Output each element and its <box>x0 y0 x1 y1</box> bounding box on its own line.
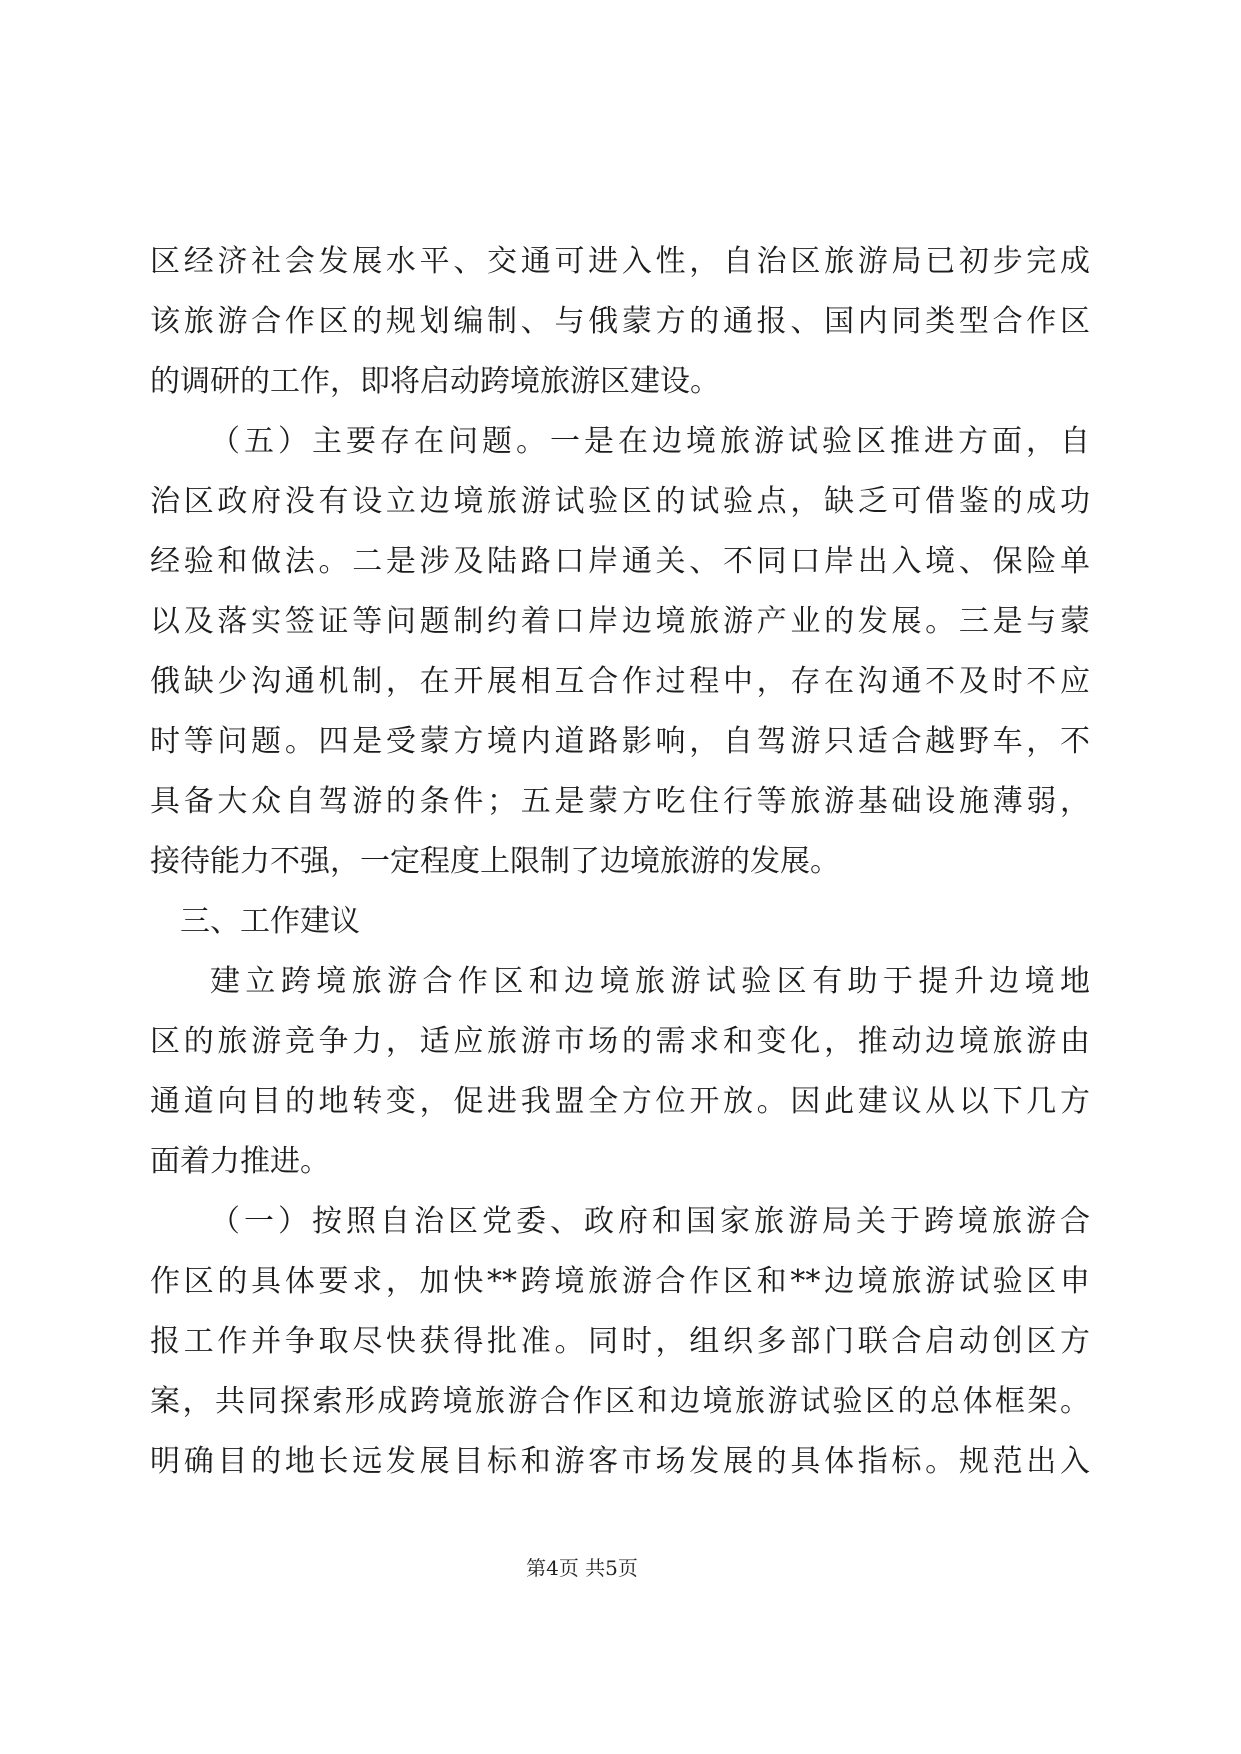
text-line: （五）主要存在问题。一是在边境旅游试验区推进方面，自 <box>210 424 1090 459</box>
text-line: 该旅游合作区的规划编制、与俄蒙方的通报、国内同类型合作区 <box>150 304 1090 339</box>
page-footer: 第4页 共5页 <box>526 1556 638 1580</box>
section-heading <box>150 892 1090 952</box>
text-line: 面着力推进。 <box>150 1144 330 1179</box>
text-line: 以及落实签证等问题制约着口岸边境旅游产业的发展。三是与蒙 <box>150 604 1090 639</box>
text-line: 治区政府没有设立边境旅游试验区的试验点，缺乏可借鉴的成功 <box>150 484 1090 519</box>
text-line: 区经济社会发展水平、交通可进入性，自治区旅游局已初步完成 <box>150 244 1090 279</box>
paragraph <box>150 412 1090 892</box>
paragraph <box>150 952 1090 1192</box>
text-line: 明确目的地长远发展目标和游客市场发展的具体指标。规范出入 <box>150 1444 1090 1479</box>
text-line: （一）按照自治区党委、政府和国家旅游局关于跨境旅游合 <box>210 1204 1090 1239</box>
text-line: 接待能力不强，一定程度上限制了边境旅游的发展。 <box>150 844 840 879</box>
document-body <box>150 232 1090 1492</box>
text-line: 时等问题。四是受蒙方境内道路影响，自驾游只适合越野车，不 <box>150 724 1090 759</box>
text-line: 案，共同探索形成跨境旅游合作区和边境旅游试验区的总体框架。 <box>150 1384 1090 1419</box>
text-line: 经验和做法。二是涉及陆路口岸通关、不同口岸出入境、保险单 <box>150 544 1090 579</box>
text-line: 的调研的工作，即将启动跨境旅游区建设。 <box>150 364 720 399</box>
text-line: 俄缺少沟通机制，在开展相互合作过程中，存在沟通不及时不应 <box>150 664 1090 699</box>
text-line: 报工作并争取尽快获得批准。同时，组织多部门联合启动创区方 <box>150 1324 1090 1359</box>
text-line: 通道向目的地转变，促进我盟全方位开放。因此建议从以下几方 <box>150 1084 1090 1119</box>
text-line: 建立跨境旅游合作区和边境旅游试验区有助于提升边境地 <box>210 964 1090 999</box>
paragraph <box>150 232 1090 412</box>
text-line: 具备大众自驾游的条件；五是蒙方吃住行等旅游基础设施薄弱， <box>150 784 1090 819</box>
paragraph <box>150 1192 1090 1492</box>
text-line: 区的旅游竞争力，适应旅游市场的需求和变化，推动边境旅游由 <box>150 1024 1090 1059</box>
text-line: 作区的具体要求，加快**跨境旅游合作区和**边境旅游试验区申 <box>150 1264 1090 1299</box>
section-heading-text: 三、工作建议 <box>180 904 360 939</box>
